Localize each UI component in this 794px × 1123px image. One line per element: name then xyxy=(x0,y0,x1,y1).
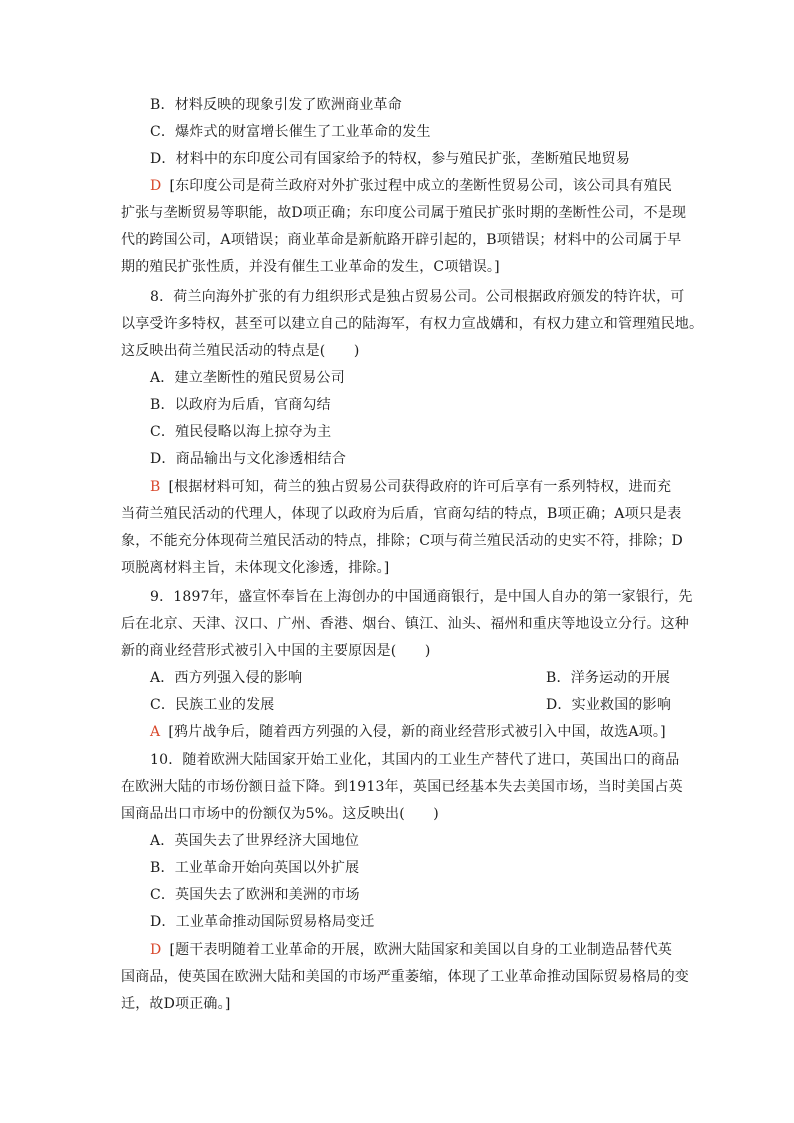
q7-answer: D xyxy=(150,178,162,194)
q10-answer: D xyxy=(150,942,162,958)
q8-explanation-line-1: B [根据材料可知，荷兰的独占贸易公司获得政府的许可后享有一系列特权，进而充 xyxy=(150,479,672,495)
q9-options-row-1 xyxy=(150,668,710,688)
q9-stem-line-2: 后在北京、天津、汉口、广州、香港、烟台、镇江、汕头、福州和重庆等地设立分行。这种 xyxy=(121,616,689,632)
q8-explanation-line-2: 当荷兰殖民活动的代理人，体现了以政府为后盾，官商勾结的特点，B项正确；A项只是表 xyxy=(121,506,682,522)
q7-explanation-line-3: 代的跨国公司，A项错误；商业革命是新航路开辟引起的，B项错误；材料中的公司属于早 xyxy=(121,232,682,248)
q7-option-c: C．爆炸式的财富增长催生了工业革命的发生 xyxy=(150,124,431,140)
q10-option-d: D．工业革命推动国际贸易格局变迁 xyxy=(150,914,375,930)
q9-option-c: C．民族工业的发展 xyxy=(150,697,275,713)
q8-stem-line-3: 这反映出荷兰殖民活动的特点是( ) xyxy=(121,343,360,359)
q9-answer: A xyxy=(150,724,161,740)
q10-option-a: A．英国失去了世界经济大国地位 xyxy=(150,833,360,849)
q8-option-b: B．以政府为后盾，官商勾结 xyxy=(150,397,331,413)
q10-stem-line-1: 10．随着欧洲大陆国家开始工业化，其国内的工业生产替代了进口，英国出口的商品 xyxy=(150,752,680,768)
q8-explanation-line-3: 象，不能充分体现荷兰殖民活动的特点，排除；C项与荷兰殖民活动的史实不符，排除；D xyxy=(121,533,683,549)
q9-stem-line-3: 新的商业经营形式被引入中国的主要原因是( ) xyxy=(121,643,431,659)
q8-answer: B xyxy=(150,479,161,495)
q8-option-a: A．建立垄断性的殖民贸易公司 xyxy=(150,370,345,386)
q7-option-b: B．材料反映的现象引发了欧洲商业革命 xyxy=(150,97,402,113)
q9-option-d: D．实业救国的影响 xyxy=(546,697,672,713)
q10-option-c: C．英国失去了欧洲和美洲的市场 xyxy=(150,887,360,903)
q9-explanation-line-1: A [鸦片战争后，随着西方列强的入侵，新的商业经营形式被引入中国，故选A项。] xyxy=(150,724,666,740)
q9-stem-line-1: 9．1897年，盛宣怀奉旨在上海创办的中国通商银行，是中国人自办的第一家银行，先 xyxy=(150,589,693,605)
q9-option-a: A．西方列强入侵的影响 xyxy=(150,670,303,686)
q10-explanation-line-2: 国商品，使英国在欧洲大陆和美国的市场严重萎缩，体现了工业革命推动国际贸易格局的变 xyxy=(121,969,689,985)
q8-option-d: D．商品输出与文化渗透相结合 xyxy=(150,451,347,467)
q10-stem-line-3: 国商品出口市场中的份额仅为5%。这反映出( ) xyxy=(121,806,439,822)
q7-explanation-line-4: 期的殖民扩张性质，并没有催生工业革命的发生，C项错误。] xyxy=(121,259,500,275)
q8-option-c: C．殖民侵略以海上掠夺为主 xyxy=(150,424,332,440)
q10-explanation-line-3: 迁，故D项正确。] xyxy=(121,996,231,1012)
q9-options-row-2 xyxy=(150,695,710,715)
q9-option-b: B．洋务运动的开展 xyxy=(546,670,671,686)
q8-explanation-line-4: 项脱离材料主旨，未体现文化渗透，排除。] xyxy=(121,560,390,576)
q7-explanation-line-2: 扩张与垄断贸易等职能，故D项正确；东印度公司属于殖民扩张时期的垄断性公司，不是现 xyxy=(121,205,687,221)
q8-stem-line-2: 以享受许多特权，甚至可以建立自己的陆海军，有权力宣战媾和，有权力建立和管理殖民地。 xyxy=(121,316,704,332)
q7-option-d: D．材料中的东印度公司有国家给予的特权，参与殖民扩张，垄断殖民地贸易 xyxy=(150,151,631,167)
q10-explanation-line-1: D [题干表明随着工业革命的开展，欧洲大陆国家和美国以自身的工业制造品替代英 xyxy=(150,942,673,958)
q8-stem-line-1: 8．荷兰向海外扩张的有力组织形式是独占贸易公司。公司根据政府颁发的特许状，可 xyxy=(150,289,685,305)
q7-explanation-line-1: D [东印度公司是荷兰政府对外扩张过程中成立的垄断性贸易公司，该公司具有殖民 xyxy=(150,178,673,194)
q10-option-b: B．工业革命开始向英国以外扩展 xyxy=(150,860,360,876)
q10-stem-line-2: 在欧洲大陆的市场份额日益下降。到1913年，英国已经基本失去美国市场，当时美国占英 xyxy=(121,779,683,795)
